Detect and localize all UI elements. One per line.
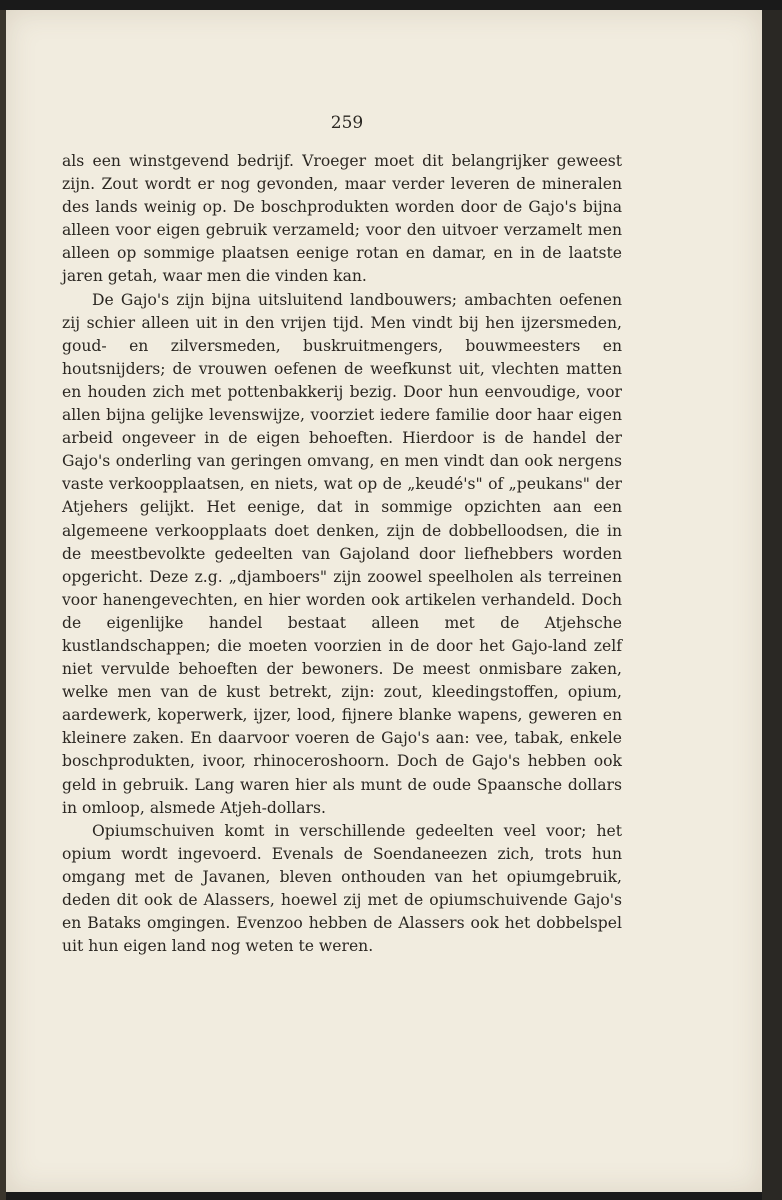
paragraph-2: De Gajo's zijn bijna uitsluitend landbouwers; ambachten oefenen zij schier alleen uit in den vrijen tijd. Men vindt bij hen ijzersmeden, goud- en zilversmeden, buskruitmengers, bouwmeesters en houtsnijders; de vrouwen oefenen de weefkunst uit, vlechten matten en houden zich met pottenbakkerij bezig. Door hun eenvoudige, voor allen bijna gelijke levenswijze, voorziet iedere familie door haar eigen arbeid ongeveer in de eigen behoeften. Hierdoor is de handel der Gajo's onderling van geringen omvang, en men vindt dan ook nergens vaste verkoopplaatsen, en niets, wat op de „keudé's" of „peukans" der Atjehers gelijkt. Het eenige, dat in sommige opzichten aan een algemeene verkoopplaats doet denken, zijn de dobbelloodsen, die in de meestbevolkte gedeelten van Gajoland door liefhebbers worden opgericht. Deze z.g. „djamboers" zijn zoowel speelholen als terreinen voor hanengevechten, en hier worden ook artikelen verhandeld. Doch de eigenlijke handel bestaat alleen met de Atjehsche kustlandschappen; die moeten voorzien in de door het Gajo-land zelf niet vervulde behoeften der bewoners. De meest onmisbare zaken, welke men van de kust betrekt, zijn: zout, kleedingstoffen, opium, aardewerk, koperwerk, ijzer, lood, fijnere blanke wapens, geweren en kleinere zaken. En daarvoor voeren de Gajo's aan: vee, tabak, enkele boschprodukten, ivoor, rhinoceroshoorn. Doch de Gajo's hebben ook geld in gebruik. Lang waren hier als munt de oude Spaansche dollars in omloop, alsmede Atjeh-dollars. [62, 290, 622, 817]
body-text [62, 150, 622, 958]
paragraph-3: Opiumschuiven komt in verschillende gedeelten veel voor; het opium wordt ingevoerd. Evenals de Soendaneezen zich, trots hun omgang met de Javanen, bleven onthouden van het opiumgebruik, deden dit ook de Alassers, hoewel zij met de opiumschuivende Gajo's en Bataks omgingen. Evenzoo hebben de Alassers ook het dobbelspel uit hun eigen land nog weten te weren. [62, 821, 622, 956]
page-number: 259 [330, 113, 364, 133]
page-edge-right [762, 10, 782, 1200]
paragraph-1: als een winstgevend bedrijf. Vroeger moet dit belangrijker geweest zijn. Zout wordt er nog gevonden, maar verder leveren de mineralen des lands weinig op. De boschprodukten worden door de Gajo's bijna alleen voor eigen gebruik verzameld; voor den uitvoer verzamelt men alleen op sommige plaatsen eenige rotan en damar, en in de laatste jaren getah, waar men die vinden kan. [62, 152, 622, 286]
book-page [6, 10, 762, 1192]
